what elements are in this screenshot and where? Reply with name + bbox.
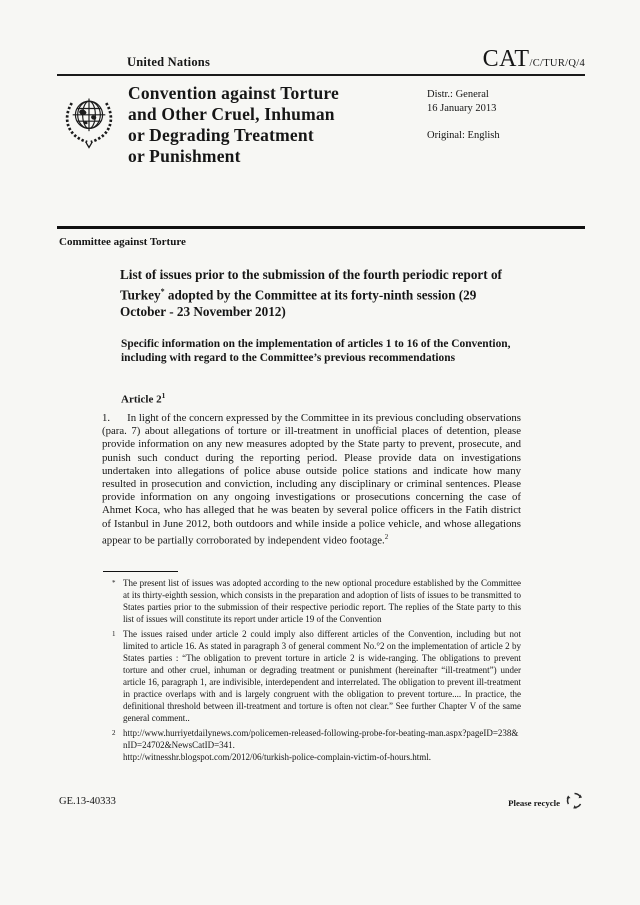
paragraph-text: In light of the concern expressed by the Committee in its previous concluding observations (para. 7) about allegations of torture or ill-treatment in unofficial places of detention, please provide information on any new measures adopted by the State party to prevent, prosecute, and punish such conduct during the reporting period. Please provide data on investigations undertaken into allegations of police abuse outside police stations and indicate how many resulted in prosecution and conviction, including any disciplinary or criminal sentences. Please provide information on any ongoing investigations or prosecutions concerning the case of Ahmet Koca, who has alleged that he was beaten by several police officers in the Fatih district of Istanbul in June 2012, both outdoors and while inside a police vehicle, and whose allegations appear to be partially corroborated by independent video footage.	[102, 412, 521, 547]
united-nations-label: United Nations	[127, 55, 211, 69]
convention-title-line: and Other Cruel, Inhuman	[128, 104, 335, 124]
recycle-icon	[564, 790, 585, 816]
date-line: 16 January 2013	[427, 103, 497, 114]
footnote-separator	[103, 571, 178, 572]
symbol-main: CAT	[482, 46, 530, 72]
symbol-suffix: /C/TUR/Q/4	[529, 58, 585, 69]
original-language-line: Original: English	[427, 130, 500, 141]
document-code: GE.13-40333	[59, 796, 116, 807]
convention-title-line: Convention against Torture	[128, 83, 340, 103]
page-title-text: List of issues prior to the submission of the fourth periodic report of Turkey	[120, 267, 502, 303]
please-recycle-label: Please recycle	[508, 798, 560, 808]
convention-title	[128, 83, 339, 167]
footnote-2-text	[123, 727, 521, 763]
committee-heading: Committee against Torture	[59, 236, 186, 248]
page-title-text-2: adopted by the Committee at its forty-ninth session (29 October - 23 November 2012)	[120, 287, 477, 320]
footnote-url: http://www.hurriyetdailynews.com/policemen-released-following-probe-for-beating-man.aspx?pageID=238&nID=24702&NewsCatID=341.	[123, 728, 519, 750]
footnotes	[110, 577, 521, 763]
document-symbol	[483, 46, 585, 73]
footnote-2-marker: 2	[112, 729, 116, 737]
footnote-2	[110, 727, 521, 763]
section-rule	[57, 226, 585, 229]
footnote-star-text: The present list of issues was adopted according to the new optional procedure established by the Committee at its thirty-eighth session, which consists in the preparation and adoption of lists of issues to be transmitted to States parties prior to the submission of their respective periodic report. The replies of the State party to this list of issues will constitute its report under article 19 of the Convention	[123, 578, 521, 624]
footnote-1	[110, 628, 521, 724]
distr-line: Distr.: General	[427, 89, 489, 100]
please-recycle	[508, 790, 585, 816]
paragraph-number: 1.	[102, 412, 111, 424]
article-2-heading	[121, 391, 165, 406]
footnote-ref-star: *	[160, 287, 165, 296]
un-emblem-icon	[60, 87, 118, 159]
paragraph-1	[102, 412, 521, 548]
article-2-label: Article 2	[121, 393, 162, 406]
footnote-1-marker: 1	[112, 630, 116, 638]
convention-title-line: or Punishment	[128, 146, 241, 166]
page-title	[120, 266, 518, 320]
footnote-ref-2: 2	[384, 532, 389, 541]
footnote-url: http://witnesshr.blogspot.com/2012/06/turkish-police-complain-victim-of-hours.html.	[123, 752, 431, 762]
distribution-block	[427, 88, 500, 143]
footnote-ref-1: 1	[161, 391, 166, 400]
convention-title-line: or Degrading Treatment	[128, 125, 314, 145]
footnote-star	[110, 577, 521, 625]
footnote-1-text: The issues raised under article 2 could imply also different articles of the Convention, including but not limited to article 16. As stated in paragraph 3 of general comment No.°2 on the implementation of article 2 by States parties : “The obligation to prevent torture in article 2 is wide-ranging. The obligations to prevent torture and other cruel, inhuman or degrading treatment or punishment (hereinafter “ill-treatment”) under article 16, paragraph 1, are indivisible, interdependent and interrelated. The obligation to prevent ill-treatment in practice overlaps with and is largely congruent with the obligation to prevent torture.... In practice, the definitional threshold between ill-treatment and torture is often not clear.” See further Chapter V of the same general comment..	[123, 629, 521, 723]
section-subtitle: Specific information on the implementation of articles 1 to 16 of the Convention, including with regard to the Committee’s previous recommendations	[121, 338, 511, 364]
header-rule	[57, 74, 585, 76]
footnote-star-marker: *	[112, 579, 116, 587]
